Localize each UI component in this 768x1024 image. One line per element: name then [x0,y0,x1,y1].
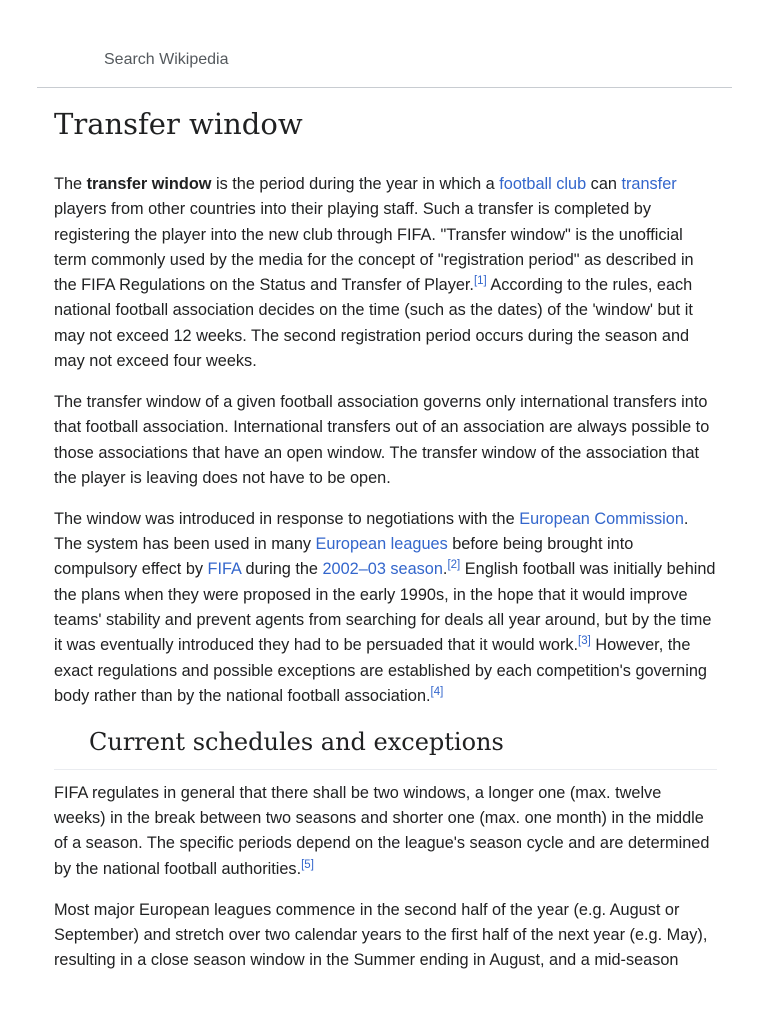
page-title: Transfer window [54,107,303,141]
text: players from other countries into their playing staff. Such a transfer is completed by registering the player into the new club through FIFA. "Transfer window" is the unofficial term commonly used by the media for the concept of "registration period" as described in the FIFA Regulations on the Status and Transfer of Player. [54,200,694,295]
text: can [586,175,622,193]
section-divider [54,769,717,770]
site-header [37,0,732,88]
link-2002-03-season[interactable]: 2002–03 season [322,560,443,579]
paragraph-intro [54,172,717,374]
search-input[interactable]: Search Wikipedia [104,51,229,68]
link-european-leagues[interactable]: European leagues [315,535,448,554]
text: FIFA regulates in general that there shall be two windows, a longer one (max. twelve weeks) in the break between two seasons and shorter one (max. one month) in the middle of a season. The specific periods depend on the league's season cycle and are determined by the national football authorities. [54,783,710,878]
section-heading[interactable]: Current schedules and exceptions [89,727,504,756]
link-european-commission[interactable]: European Commission [519,509,684,528]
text: The [54,175,87,193]
paragraph-fifa-regulations [54,781,717,882]
text: is the period during the year in which a [211,175,500,193]
text: English football was initially behind the plans when they were proposed in the early 1990s, in the hope that it would improve teams' stability and prevent agents from searching for deals all year around, but by the time it was eventually introduced they had to be persuaded that it would work. [54,560,716,655]
paragraph-european-leagues: Most major European leagues commence in the second half of the year (e.g. August or September) and stretch over two calendar years to the first half of the next year (e.g. May), resulting in a close season window in the Summer ending in August, and a mid-season [54,900,708,970]
reference-2[interactable]: [2] [447,559,461,572]
text: . The system has been used in many [54,509,689,554]
text: According to the rules, each national football association decides on the time (such as the dates) of the 'window' but it may not exceed 12 weeks. The second registration period occurs during the season and may not exceed four weeks. [54,276,693,371]
reference-4[interactable]: [4] [430,685,444,698]
article-body [54,172,717,989]
text: during the [241,560,323,579]
text: before being brought into compulsory effect by [54,535,634,579]
section-current-schedules [54,725,717,770]
text: . [442,560,448,579]
text: However, the exact regulations and possible exceptions are established by each competition's governing body rather than by the national football association. [54,636,707,705]
paragraph-international: The transfer window of a given football association governs only international transfers into that football association. International transfers out of an association are always possible to those associations that have an open window. The transfer window of the association that the player is leaving does not have to be open. [54,392,710,487]
paragraph-history [54,507,717,709]
reference-5[interactable]: [5] [301,858,314,871]
reference-1[interactable]: [1] [473,275,487,288]
text: The window was introduced in response to negotiations with the [54,509,520,528]
link-football-club[interactable]: football club [499,175,587,193]
bold-term: transfer window [86,175,212,193]
reference-3[interactable]: [3] [578,635,591,648]
link-fifa[interactable]: FIFA [207,560,242,579]
link-transfer[interactable]: transfer [621,175,677,193]
